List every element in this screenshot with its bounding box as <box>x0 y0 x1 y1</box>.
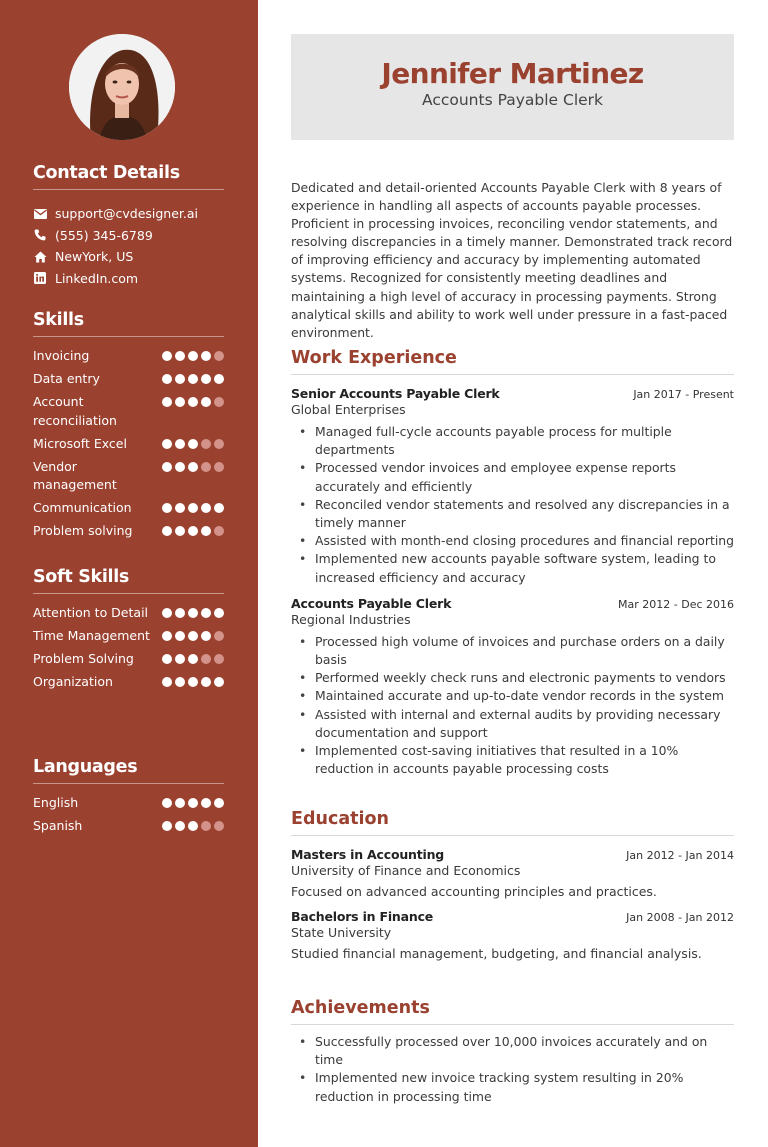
rating-dot-filled <box>188 608 198 618</box>
job-bullet: • Performed weekly check runs and electronic payments to vendors <box>291 669 734 687</box>
education-entry <box>291 909 734 961</box>
summary-paragraph: Dedicated and detail-oriented Accounts Payable Clerk with 8 years of experience in handling all aspects of accounts payable processes. Proficient in processing invoices, reconciling vendor statements, and resolving discrepancies in a timely manner. Demonstrated track record of improving efficiency and accuracy by implementing automated systems. Recognized for consistently meeting deadlines and maintaining a high level of accuracy in processing payments. Strong analytical skills and ability to work well under pressure in a fast-paced environment. <box>291 180 733 340</box>
rating-dot-empty <box>214 397 224 407</box>
degree-title: Masters in Accounting <box>291 847 445 862</box>
contact-section <box>33 163 224 289</box>
rating-dot-empty <box>201 439 211 449</box>
rating-dot-filled <box>162 821 172 831</box>
rating-dot-filled <box>188 439 198 449</box>
skill-rating <box>162 604 224 618</box>
languages-heading: Languages <box>33 757 224 784</box>
contact-email-text: support@cvdesigner.ai <box>55 206 199 222</box>
rating-dot-filled <box>162 631 172 641</box>
rating-dot-filled <box>162 462 172 472</box>
job-company: Regional Industries <box>291 611 411 627</box>
skill-label: Account reconciliation <box>33 394 117 428</box>
rating-dot-empty <box>201 654 211 664</box>
job-date: Jan 2017 - Present <box>633 388 734 401</box>
rating-dot-filled <box>175 821 185 831</box>
skill-row <box>33 435 224 454</box>
rating-dot-filled <box>188 374 198 384</box>
skill-label: Microsoft Excel <box>33 435 127 451</box>
skill-label: Invoicing <box>33 348 90 363</box>
skill-rating <box>162 347 224 361</box>
job-bullet: • Assisted with month-end closing procedures and financial reporting <box>291 532 734 550</box>
rating-dot-empty <box>214 526 224 536</box>
name-header <box>291 34 734 140</box>
skills-heading: Skills <box>33 310 224 337</box>
person-name: Jennifer Martinez <box>381 57 644 90</box>
skill-label: Communication <box>33 500 132 515</box>
rating-dot-filled <box>201 798 211 808</box>
rating-dot-filled <box>175 503 185 513</box>
profile-photo <box>69 34 175 140</box>
rating-dot-filled <box>162 503 172 513</box>
skill-rating <box>162 627 224 641</box>
skill-row <box>33 499 224 518</box>
rating-dot-filled <box>188 654 198 664</box>
skill-row <box>33 393 224 430</box>
rating-dot-filled <box>188 503 198 513</box>
rating-dot-empty <box>201 821 211 831</box>
education-description: Studied financial management, budgeting, and financial analysis. <box>291 946 702 961</box>
rating-dot-filled <box>201 374 211 384</box>
rating-dot-filled <box>175 798 185 808</box>
rating-dot-filled <box>188 526 198 536</box>
job-bullet: • Reconciled vendor statements and resolved any discrepancies in a timely manner <box>291 496 734 532</box>
job-bullet: • Processed high volume of invoices and purchase orders on a daily basis <box>291 633 734 669</box>
degree-title: Bachelors in Finance <box>291 909 434 924</box>
languages-section <box>33 757 224 840</box>
rating-dot-filled <box>188 798 198 808</box>
achievement-item: • Successfully processed over 10,000 invoices accurately and on time <box>291 1033 734 1069</box>
rating-dot-filled <box>188 462 198 472</box>
skill-label: Attention to Detail <box>33 605 149 620</box>
contact-location <box>33 246 224 268</box>
contact-phone-text: (555) 345-6789 <box>55 227 153 243</box>
skill-row <box>33 627 224 646</box>
skill-label: Spanish <box>33 818 83 833</box>
rating-dot-empty <box>214 351 224 361</box>
skill-row <box>33 522 224 541</box>
skill-rating <box>162 435 224 449</box>
job-bullet: • Managed full-cycle accounts payable process for multiple departments <box>291 423 734 459</box>
sidebar <box>0 0 258 1147</box>
contact-linkedin-text: LinkedIn.com <box>55 270 139 286</box>
contact-location-text: NewYork, US <box>55 249 134 265</box>
skill-rating <box>162 650 224 664</box>
rating-dot-filled <box>175 608 185 618</box>
rating-dot-filled <box>175 351 185 361</box>
rating-dot-empty <box>214 631 224 641</box>
home-icon <box>33 250 47 264</box>
achievement-item: • Implemented new invoice tracking system resulting in 20% reduction in processing time <box>291 1069 734 1105</box>
rating-dot-filled <box>175 374 185 384</box>
rating-dot-filled <box>175 526 185 536</box>
skill-rating <box>162 393 224 407</box>
skill-label: English <box>33 795 79 810</box>
rating-dot-filled <box>201 631 211 641</box>
rating-dot-filled <box>175 654 185 664</box>
contact-heading: Contact Details <box>33 163 224 190</box>
job-bullets <box>291 633 734 779</box>
rating-dot-filled <box>188 631 198 641</box>
rating-dot-filled <box>201 351 211 361</box>
rating-dot-filled <box>214 608 224 618</box>
skill-rating <box>162 817 224 831</box>
job-bullet: • Processed vendor invoices and employee expense reports accurately and efficiently <box>291 459 734 495</box>
education-entry <box>291 847 734 899</box>
rating-dot-filled <box>214 677 224 687</box>
rating-dot-filled <box>175 397 185 407</box>
rating-dot-filled <box>162 677 172 687</box>
job-date: Mar 2012 - Dec 2016 <box>618 597 734 611</box>
skill-row <box>33 673 224 692</box>
phone-icon <box>33 228 47 242</box>
soft-skills-section <box>33 567 224 696</box>
rating-dot-filled <box>214 798 224 808</box>
skill-row <box>33 604 224 623</box>
education-date: Jan 2008 - Jan 2012 <box>626 911 734 924</box>
work-experience-section <box>291 348 734 778</box>
rating-dot-filled <box>162 397 172 407</box>
skill-row <box>33 458 224 495</box>
rating-dot-filled <box>201 397 211 407</box>
skill-label: Time Management <box>33 628 150 643</box>
achievements-heading: Achievements <box>291 998 734 1025</box>
rating-dot-filled <box>175 439 185 449</box>
skill-rating <box>162 458 224 472</box>
education-date: Jan 2012 - Jan 2014 <box>626 849 734 862</box>
rating-dot-filled <box>201 526 211 536</box>
skill-rating <box>162 673 224 687</box>
achievements-list <box>291 1033 734 1106</box>
job-company: Global Enterprises <box>291 402 406 417</box>
achievements-section <box>291 998 734 1106</box>
rating-dot-filled <box>162 374 172 384</box>
skill-label: Problem Solving <box>33 651 134 666</box>
rating-dot-filled <box>214 374 224 384</box>
soft-skills-list <box>33 604 224 692</box>
rating-dot-empty <box>214 821 224 831</box>
rating-dot-empty <box>214 462 224 472</box>
linkedin-icon <box>33 271 47 285</box>
rating-dot-filled <box>175 631 185 641</box>
skill-rating <box>162 499 224 513</box>
skill-rating <box>162 522 224 536</box>
skill-rating <box>162 794 224 808</box>
rating-dot-filled <box>175 462 185 472</box>
rating-dot-empty <box>201 462 211 472</box>
job-entry <box>291 596 734 779</box>
rating-dot-filled <box>188 397 198 407</box>
skill-label: Data entry <box>33 371 100 386</box>
skill-label: Organization <box>33 674 113 689</box>
skill-row <box>33 650 224 669</box>
rating-dot-filled <box>162 798 172 808</box>
skills-list <box>33 347 224 541</box>
rating-dot-filled <box>214 503 224 513</box>
job-bullets <box>291 423 734 587</box>
skill-row <box>33 794 224 813</box>
soft-skills-heading: Soft Skills <box>33 567 224 594</box>
job-bullet: • Assisted with internal and external audits by providing necessary documentation and support <box>291 706 734 742</box>
skill-row <box>33 347 224 366</box>
rating-dot-filled <box>162 351 172 361</box>
rating-dot-empty <box>214 654 224 664</box>
rating-dot-filled <box>188 821 198 831</box>
education-heading: Education <box>291 809 734 836</box>
skill-row <box>33 817 224 836</box>
school-name: University of Finance and Economics <box>291 863 521 878</box>
school-name: State University <box>291 925 392 940</box>
contact-phone[interactable] <box>33 225 224 247</box>
email-icon <box>33 207 47 221</box>
job-bullet: • Implemented cost-saving initiatives that resulted in a 10% reduction in accounts payable processing costs <box>291 742 734 778</box>
job-entry <box>291 386 734 587</box>
skill-label: Problem solving <box>33 523 133 538</box>
skills-section <box>33 310 224 545</box>
languages-list <box>33 794 224 836</box>
rating-dot-empty <box>214 439 224 449</box>
rating-dot-filled <box>162 526 172 536</box>
rating-dot-filled <box>162 654 172 664</box>
job-bullet: • Maintained accurate and up-to-date vendor records in the system <box>291 687 734 705</box>
rating-dot-filled <box>188 677 198 687</box>
rating-dot-filled <box>188 351 198 361</box>
person-title: Accounts Payable Clerk <box>421 91 604 109</box>
rating-dot-filled <box>162 608 172 618</box>
rating-dot-filled <box>201 503 211 513</box>
rating-dot-filled <box>201 677 211 687</box>
rating-dot-filled <box>162 439 172 449</box>
job-title: Senior Accounts Payable Clerk <box>291 386 500 401</box>
skill-label: Vendor management <box>33 458 117 492</box>
contact-linkedin[interactable] <box>33 268 224 290</box>
education-section <box>291 809 734 961</box>
job-bullet: • Implemented new accounts payable software system, leading to increased efficiency and accuracy <box>291 550 734 586</box>
rating-dot-filled <box>201 608 211 618</box>
work-heading: Work Experience <box>291 348 734 375</box>
education-description: Focused on advanced accounting principles and practices. <box>291 884 657 899</box>
rating-dot-filled <box>175 677 185 687</box>
skill-row <box>33 370 224 389</box>
contact-email[interactable] <box>33 203 224 225</box>
job-title: Accounts Payable Clerk <box>291 595 452 611</box>
skill-rating <box>162 370 224 384</box>
